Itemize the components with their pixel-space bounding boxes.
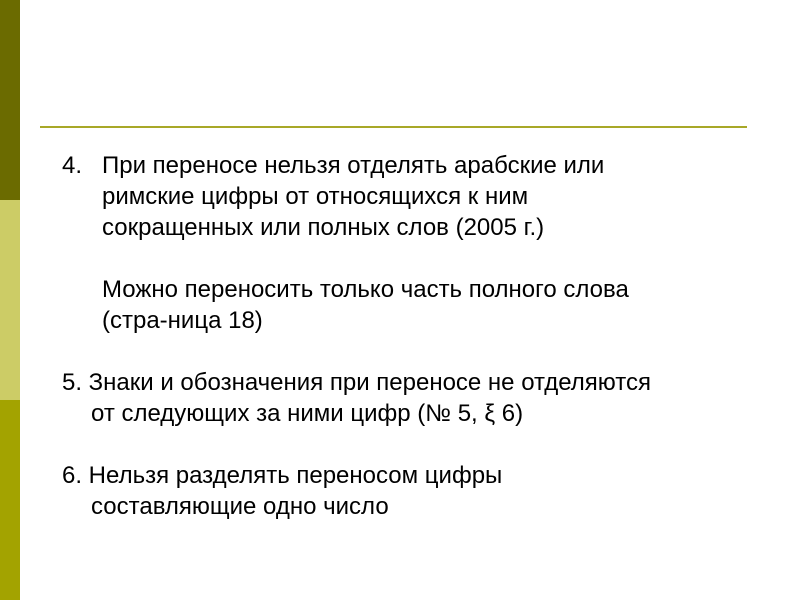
side-stripe-middle: [0, 200, 20, 400]
item4-line3: сокращенных или полных слов (2005 г.): [102, 214, 545, 241]
side-stripe-top: [0, 0, 20, 200]
slide-body: [62, 150, 762, 522]
item4-line2: римские цифры от относящихся к ним: [102, 183, 529, 210]
item4-line1: При переносе нельзя отделять арабские или: [102, 152, 605, 179]
list-item-number: 4.: [62, 152, 83, 179]
item5-line1: 5. Знаки и обозначения при переносе не отделяются: [62, 369, 651, 396]
list-item-6: [62, 460, 762, 522]
item4-line5: (стра-ница 18): [102, 307, 263, 334]
item4-line4: Можно переносить только часть полного слова: [102, 276, 629, 303]
list-item-5: [62, 367, 762, 429]
item5-line2: от следующих за ними цифр (№ 5, ξ 6): [91, 400, 524, 427]
item6-line1: 6. Нельзя разделять переносом цифры: [62, 462, 503, 489]
side-stripe-bottom: [0, 400, 20, 600]
item6-line2: составляющие одно число: [91, 493, 389, 520]
title-divider: [40, 126, 747, 128]
list-item-4: [62, 150, 762, 336]
